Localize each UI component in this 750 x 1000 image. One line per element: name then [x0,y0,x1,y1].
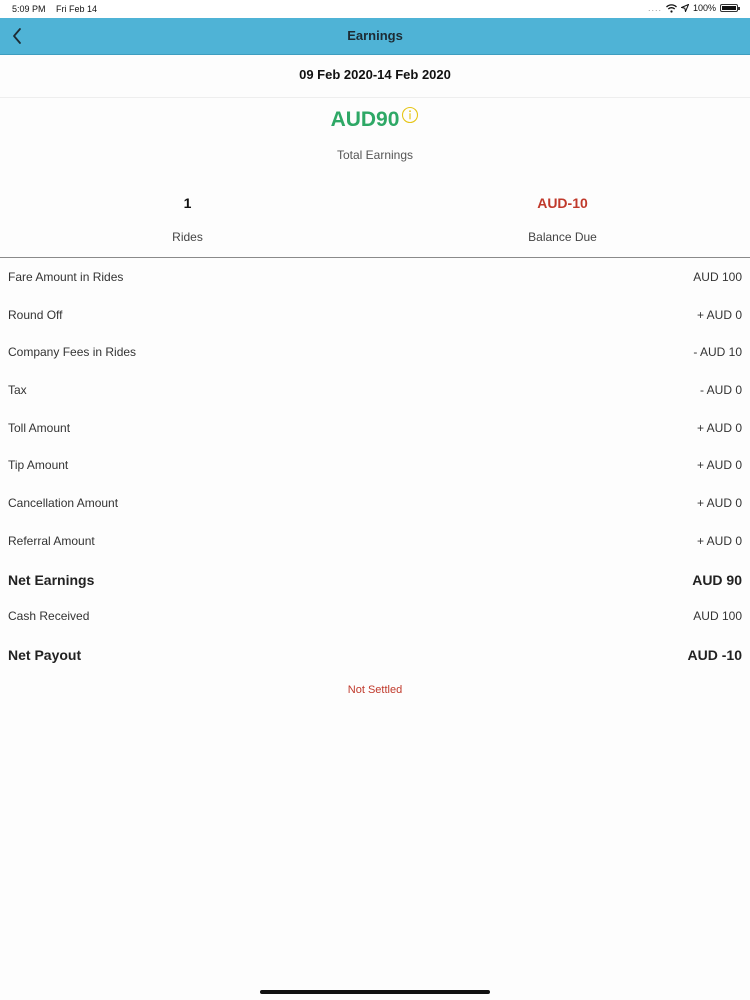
row-label: Company Fees in Rides [8,345,137,360]
row-label: Fare Amount in Rides [8,270,124,284]
row-label: Net Earnings [8,571,95,588]
row-label: Tip Amount [8,458,69,473]
row-value: - AUD 0 [699,383,742,398]
home-indicator[interactable] [260,990,490,994]
earnings-breakdown [0,258,750,673]
row-value: AUD 100 [693,270,742,284]
settlement-status: Not Settled [347,684,403,696]
status-left [12,4,105,14]
row-value: + AUD 0 [696,458,742,473]
total-earnings-label: Total Earnings [336,148,414,162]
date-range: 09 Feb 2020-14 Feb 2020 [299,67,451,82]
breakdown-row-fare [0,258,750,296]
balance-due-label: Balance Due [528,230,597,244]
battery-percent: 100% [692,3,716,13]
row-value: AUD -10 [687,646,742,663]
breakdown-row-net-payout [0,635,750,673]
divider-soft [0,97,750,98]
row-label: Round Off [8,307,63,322]
row-label: Cash Received [8,609,90,624]
breakdown-row-toll [0,409,750,447]
status-time: 5:09 PM [12,4,46,14]
row-value: AUD 100 [693,609,742,624]
row-value: + AUD 0 [696,496,742,511]
breakdown-row-cash-received [0,597,750,635]
battery-icon [720,4,738,12]
breakdown-row-referral [0,522,750,560]
breakdown-row-net-earnings [0,560,750,598]
row-label: Cancellation Amount [8,496,119,511]
balance-due-value: AUD-10 [537,195,588,211]
row-label: Referral Amount [8,533,95,548]
row-label: Tax [8,383,27,398]
signal-indicator: .... [647,3,662,13]
row-label: Toll Amount [8,420,71,435]
status-bar [0,0,750,18]
status-right [648,3,738,13]
navigation-bar [0,18,750,55]
balance-stat [375,195,750,244]
breakdown-row-cancellation [0,484,750,522]
breakdown-row-round-off [0,296,750,334]
breakdown-row-company-fees [0,333,750,371]
row-value: AUD 90 [692,571,742,588]
info-icon[interactable] [401,106,419,124]
row-value: + AUD 0 [696,307,742,322]
status-date: Fri Feb 14 [56,4,98,14]
row-label: Net Payout [8,646,82,663]
rides-stat [0,195,375,244]
total-earnings-amount [0,108,750,132]
row-value: + AUD 0 [696,533,742,548]
row-value: - AUD 10 [693,345,742,360]
page-title: Earnings [347,28,403,43]
rides-label: Rides [172,230,203,244]
total-amount-value: AUD90 [330,108,400,131]
location-arrow-icon [681,4,689,12]
breakdown-row-tip [0,446,750,484]
rides-count: 1 [183,195,192,211]
row-value: + AUD 0 [696,420,742,435]
breakdown-row-tax [0,371,750,409]
wifi-icon [666,4,677,13]
